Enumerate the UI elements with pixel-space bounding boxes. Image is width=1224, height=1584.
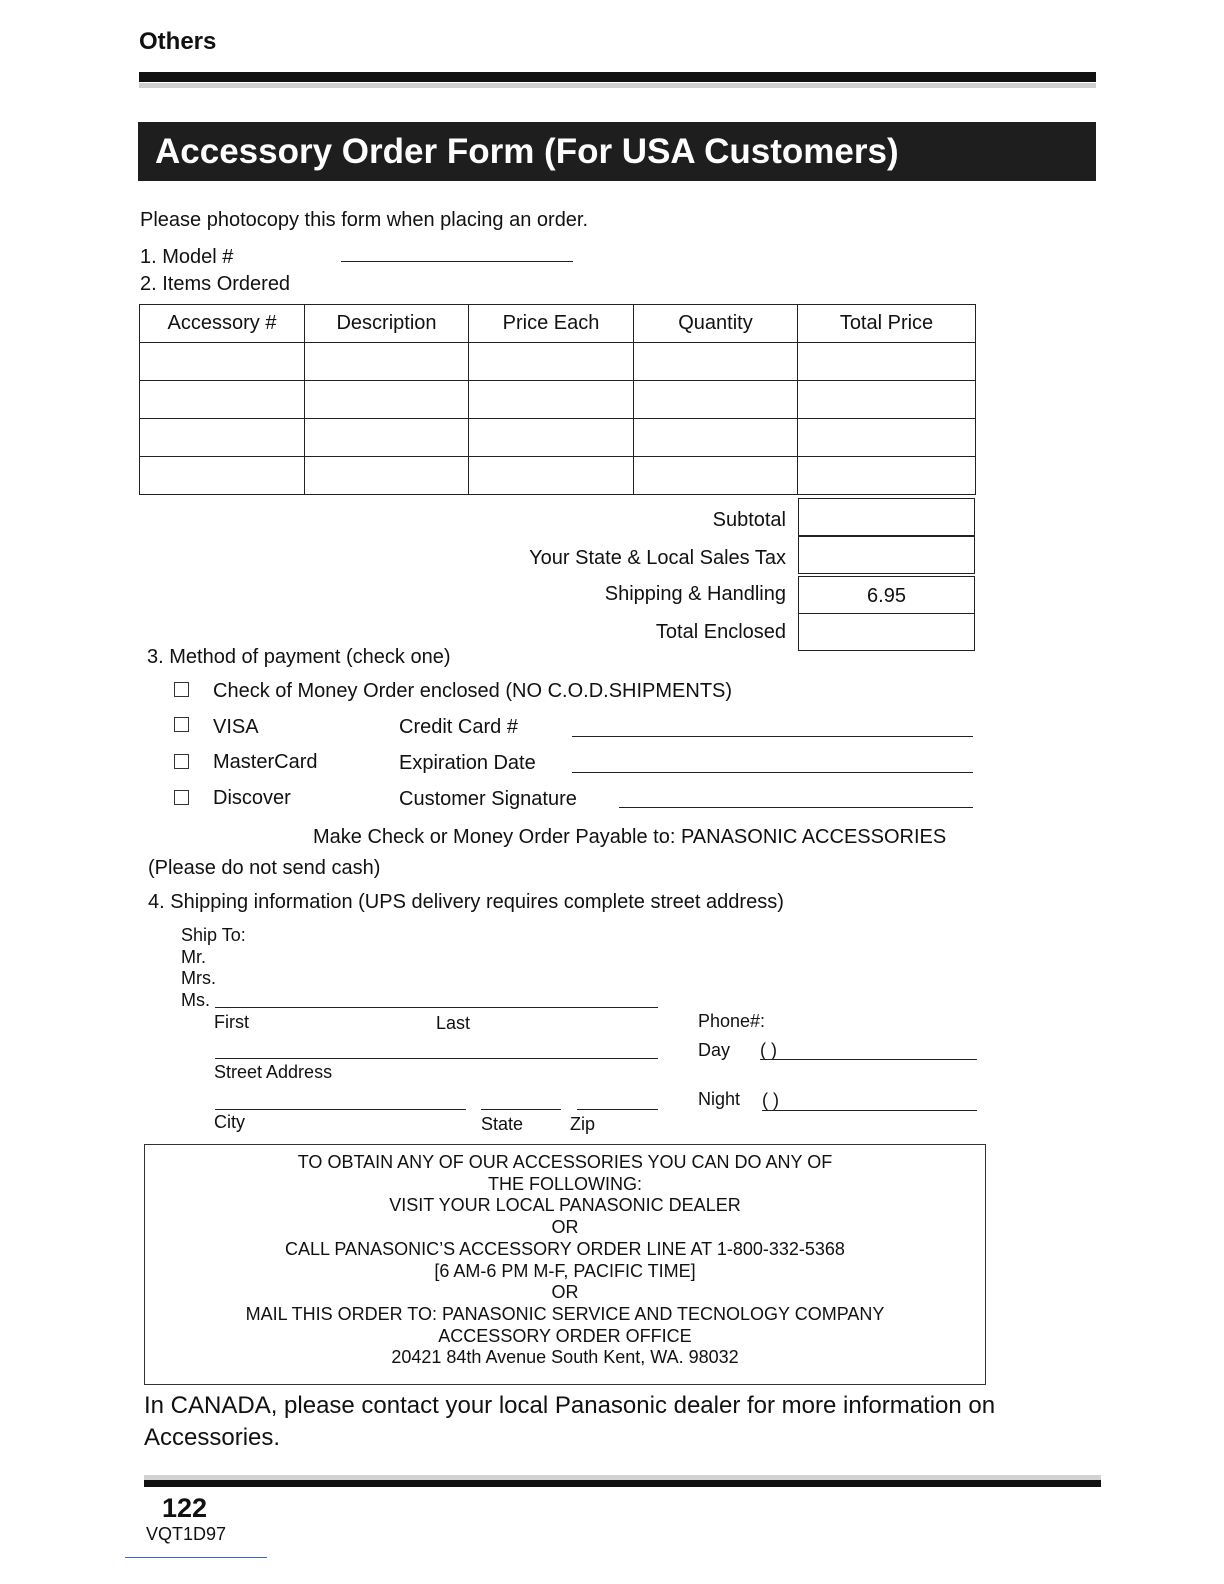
- section-label: Others: [139, 28, 217, 55]
- table-row: [140, 419, 976, 457]
- mr-label: Mr.: [181, 947, 206, 967]
- column-header: Quantity: [634, 305, 798, 343]
- header-rule: [139, 72, 1096, 82]
- city-label: City: [214, 1112, 245, 1132]
- info-line: THE FOLLOWING:: [487, 1173, 642, 1194]
- visa-label: VISA: [213, 716, 259, 738]
- subtotal-field[interactable]: [798, 498, 975, 536]
- info-line: CALL PANASONIC’S ACCESSORY ORDER LINE AT 1-800-332-5368: [285, 1238, 845, 1259]
- visa-checkbox[interactable]: [174, 717, 189, 732]
- info-text: [144, 1152, 986, 1369]
- subtotal-label: Subtotal: [712, 509, 786, 531]
- mastercard-label: MasterCard: [213, 751, 318, 773]
- ms-label: Ms.: [181, 990, 210, 1010]
- zip-line[interactable]: [577, 1109, 658, 1110]
- city-line[interactable]: [215, 1109, 466, 1110]
- footer-link-line: [125, 1557, 267, 1558]
- info-line: VISIT YOUR LOCAL PANASONIC DEALER: [389, 1195, 741, 1216]
- card-number-line[interactable]: [572, 736, 973, 737]
- page-number: 122: [162, 1493, 208, 1523]
- phone-label: Phone#:: [698, 1011, 766, 1031]
- page-title: Accessory Order Form (For USA Customers): [138, 122, 1096, 181]
- night-phone-line[interactable]: [762, 1110, 977, 1111]
- table-header-row: [140, 305, 976, 343]
- check-label: Check of Money Order enclosed (NO C.O.D.SHIPMENTS): [213, 680, 733, 702]
- table-cell[interactable]: [140, 457, 305, 495]
- street-line[interactable]: [215, 1058, 658, 1059]
- column-header: Total Price: [798, 305, 976, 343]
- mrs-label: Mrs.: [181, 968, 216, 988]
- discover-label: Discover: [213, 787, 291, 809]
- signature-label: Customer Signature: [399, 788, 577, 810]
- street-label: Street Address: [214, 1062, 333, 1082]
- shipping-heading: 4. Shipping information (UPS delivery requires complete street address): [148, 891, 784, 913]
- table-cell[interactable]: [469, 419, 634, 457]
- intro-text: Please photocopy this form when placing an order.: [140, 209, 589, 231]
- header-rule-shadow: [139, 83, 1096, 88]
- table-row: [140, 343, 976, 381]
- mastercard-checkbox[interactable]: [174, 754, 189, 769]
- info-line: MAIL THIS ORDER TO: PANASONIC SERVICE AND TECNOLOGY COMPANY: [245, 1303, 885, 1324]
- table-cell[interactable]: [140, 381, 305, 419]
- table-cell[interactable]: [305, 419, 469, 457]
- table-cell[interactable]: [305, 381, 469, 419]
- day-area-code: ( ): [760, 1040, 777, 1060]
- table-cell[interactable]: [798, 457, 976, 495]
- total-label: Total Enclosed: [655, 621, 786, 643]
- table-row: [140, 457, 976, 495]
- state-line[interactable]: [481, 1109, 561, 1110]
- expiration-label: Expiration Date: [399, 752, 536, 774]
- table-cell[interactable]: [798, 381, 976, 419]
- table-cell[interactable]: [305, 457, 469, 495]
- table-cell[interactable]: [634, 343, 798, 381]
- canada-note: In CANADA, please contact your local Panasonic dealer for more information on Accessories.: [144, 1392, 996, 1451]
- day-phone-line[interactable]: [760, 1059, 977, 1060]
- signature-line[interactable]: [619, 807, 973, 808]
- table-cell[interactable]: [305, 343, 469, 381]
- document-code: VQT1D97: [146, 1524, 227, 1544]
- model-input-line[interactable]: [341, 261, 573, 262]
- info-line: [6 AM-6 PM M-F, PACIFIC TIME]: [434, 1260, 696, 1281]
- table-cell[interactable]: [469, 457, 634, 495]
- shipping-label: Shipping & Handling: [604, 583, 786, 605]
- last-label: Last: [436, 1013, 471, 1033]
- total-field[interactable]: [798, 613, 975, 651]
- check-checkbox[interactable]: [174, 682, 189, 697]
- first-label: First: [214, 1012, 249, 1032]
- zip-label: Zip: [570, 1114, 596, 1134]
- info-line: OR: [551, 1217, 579, 1238]
- payable-note: Make Check or Money Order Payable to: PANASONIC ACCESSORIES: [313, 826, 947, 848]
- column-header: Description: [305, 305, 469, 343]
- footer-rule: [144, 1480, 1101, 1487]
- table-row: [140, 381, 976, 419]
- items-table: [139, 304, 976, 495]
- ship-to-label: Ship To:: [181, 925, 246, 945]
- table-cell[interactable]: [469, 381, 634, 419]
- table-cell[interactable]: [469, 343, 634, 381]
- name-line[interactable]: [215, 1007, 658, 1008]
- tax-label: Your State & Local Sales Tax: [529, 547, 786, 569]
- state-label: State: [481, 1114, 524, 1134]
- table-cell[interactable]: [140, 419, 305, 457]
- column-header: Accessory #: [140, 305, 305, 343]
- discover-checkbox[interactable]: [174, 790, 189, 805]
- table-cell[interactable]: [634, 419, 798, 457]
- card-number-label: Credit Card #: [399, 716, 518, 738]
- info-line: TO OBTAIN ANY OF OUR ACCESSORIES YOU CAN DO ANY OF: [297, 1152, 833, 1172]
- table-cell[interactable]: [634, 457, 798, 495]
- info-line: OR: [551, 1282, 579, 1303]
- payment-heading: 3. Method of payment (check one): [147, 646, 451, 668]
- day-label: Day: [698, 1040, 731, 1060]
- column-header: Price Each: [469, 305, 634, 343]
- table-cell[interactable]: [140, 343, 305, 381]
- table-cell[interactable]: [798, 343, 976, 381]
- model-label: 1. Model #: [140, 246, 234, 268]
- table-cell[interactable]: [798, 419, 976, 457]
- shipping-value: 6.95: [798, 576, 975, 614]
- table-cell[interactable]: [634, 381, 798, 419]
- night-area-code: ( ): [762, 1090, 779, 1110]
- items-label: 2. Items Ordered: [140, 273, 291, 295]
- expiration-line[interactable]: [572, 772, 973, 773]
- info-line: ACCESSORY ORDER OFFICE: [438, 1325, 692, 1346]
- night-label: Night: [698, 1089, 741, 1109]
- tax-field[interactable]: [798, 536, 975, 574]
- info-line: 20421 84th Avenue South Kent, WA. 98032: [391, 1347, 739, 1368]
- no-cash-note: (Please do not send cash): [148, 857, 381, 879]
